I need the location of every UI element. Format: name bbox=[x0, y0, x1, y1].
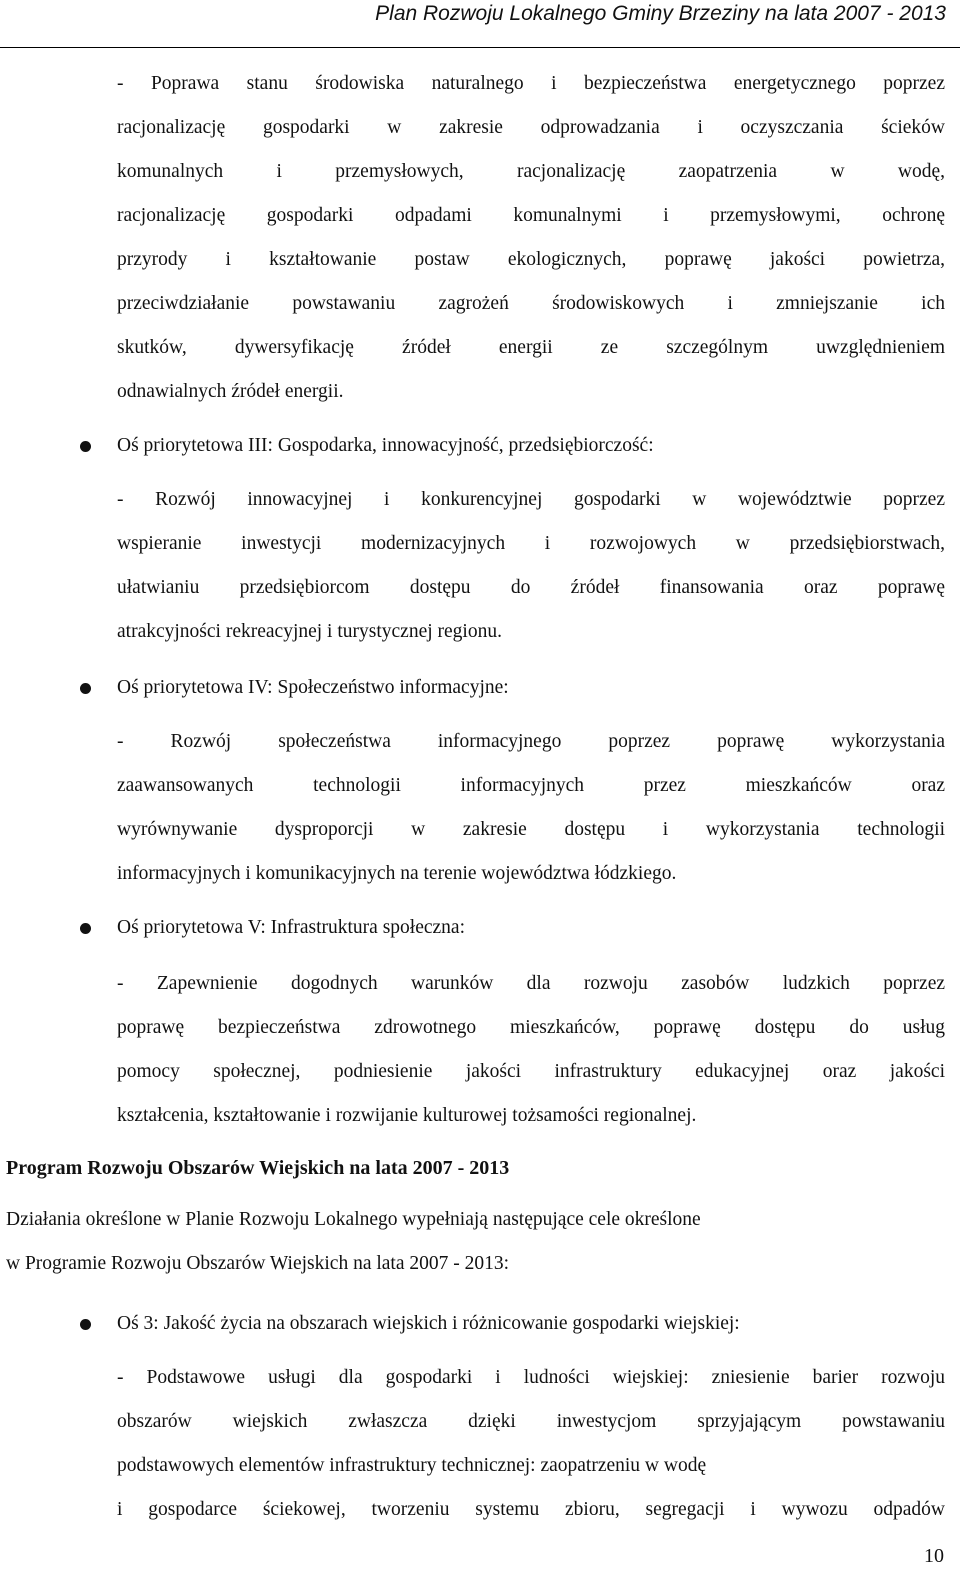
intro-line: w Programie Rozwoju Obszarów Wiejskich na lata 2007 - 2013: bbox=[6, 1253, 510, 1274]
paragraph-line: - Poprawa stanu środowiska naturalnego i bezpieczeństwa energetycznego poprzez bbox=[117, 73, 945, 94]
paragraph-line: racjonalizację gospodarki odpadami komunalnymi i przemysłowymi, ochronę bbox=[117, 205, 945, 226]
bullet-icon bbox=[80, 1319, 91, 1330]
paragraph-line: kształcenia, kształtowanie i rozwijanie kulturowej tożsamości regionalnej. bbox=[117, 1105, 697, 1126]
paragraph-line: wspieranie inwestycji modernizacyjnych i rozwojowych w przedsiębiorstwach, bbox=[117, 533, 945, 554]
paragraph-line: - Rozwój społeczeństwa informacyjnego poprzez poprawę wykorzystania bbox=[117, 731, 945, 752]
paragraph-line: - Rozwój innowacyjnej i konkurencyjnej gospodarki w województwie poprzez bbox=[117, 489, 945, 510]
bullet-axis-5 bbox=[0, 906, 960, 950]
axis-4-paragraph bbox=[117, 720, 945, 896]
paragraph-line: podstawowych elementów infrastruktury technicznej: zaopatrzeniu w wodę bbox=[117, 1455, 707, 1476]
bullet-label: Oś priorytetowa III: Gospodarka, innowacyjność, przedsiębiorczość: bbox=[117, 435, 654, 456]
bullet-axis-3 bbox=[0, 424, 960, 468]
paragraph-line: atrakcyjności rekreacyjnej i turystycznej regionu. bbox=[117, 621, 502, 642]
bullet-icon bbox=[80, 683, 91, 694]
paragraph-line: przyrody i kształtowanie postaw ekologicznych, poprawę jakości powietrza, bbox=[117, 249, 945, 270]
paragraph-line: wyrównywanie dysproporcji w zakresie dostępu i wykorzystania technologii bbox=[117, 819, 945, 840]
paragraph-line: pomocy społecznej, podniesienie jakości infrastruktury edukacyjnej oraz jakości bbox=[117, 1061, 945, 1082]
paragraph-line: i gospodarce ściekowej, tworzeniu systemu zbioru, segregacji i wywozu odpadów bbox=[117, 1499, 945, 1520]
bullet-axis-4 bbox=[0, 666, 960, 710]
paragraph-line: informacyjnych i komunikacyjnych na terenie województwa łódzkiego. bbox=[117, 863, 677, 884]
paragraph-line: odnawialnych źródeł energii. bbox=[117, 381, 344, 402]
bullet-prow-axis-3 bbox=[0, 1302, 960, 1346]
prow-axis-3-paragraph bbox=[117, 1356, 945, 1532]
paragraph-line: ułatwianiu przedsiębiorcom dostępu do źródeł finansowania oraz poprawę bbox=[117, 577, 945, 598]
page-header: Plan Rozwoju Lokalnego Gminy Brzeziny na lata 2007 - 2013 bbox=[0, 0, 960, 48]
environment-paragraph bbox=[117, 62, 945, 414]
bullet-label: Oś 3: Jakość życia na obszarach wiejskich i różnicowanie gospodarki wiejskiej: bbox=[117, 1313, 740, 1334]
paragraph-line: poprawę bezpieczeństwa zdrowotnego mieszkańców, poprawę dostępu do usług bbox=[117, 1017, 945, 1038]
page-number: 10 bbox=[924, 1545, 944, 1567]
axis-5-paragraph bbox=[117, 962, 945, 1138]
axis-3-paragraph bbox=[117, 478, 945, 654]
bullet-icon bbox=[80, 441, 91, 452]
paragraph-line: obszarów wiejskich zwłaszcza dzięki inwestycjom sprzyjającym powstawaniu bbox=[117, 1411, 945, 1432]
section-heading: Program Rozwoju Obszarów Wiejskich na lata 2007 - 2013 bbox=[6, 1157, 510, 1179]
paragraph-line: - Zapewnienie dogodnych warunków dla rozwoju zasobów ludzkich poprzez bbox=[117, 973, 945, 994]
paragraph-line: racjonalizację gospodarki w zakresie odprowadzania i oczyszczania ścieków bbox=[117, 117, 945, 138]
bullet-label: Oś priorytetowa V: Infrastruktura społeczna: bbox=[117, 917, 466, 938]
paragraph-line: komunalnych i przemysłowych, racjonalizację zaopatrzenia w wodę, bbox=[117, 161, 945, 182]
intro-line: Działania określone w Planie Rozwoju Lokalnego wypełniają następujące cele określone bbox=[6, 1209, 701, 1230]
paragraph-line: zaawansowanych technologii informacyjnych przez mieszkańców oraz bbox=[117, 775, 945, 796]
bullet-icon bbox=[80, 923, 91, 934]
paragraph-line: skutków, dywersyfikację źródeł energii ze szczególnym uwzględnieniem bbox=[117, 337, 945, 358]
paragraph-line: - Podstawowe usługi dla gospodarki i ludności wiejskiej: zniesienie barier rozwoju bbox=[117, 1367, 945, 1388]
paragraph-line: przeciwdziałanie powstawaniu zagrożeń środowiskowych i zmniejszanie ich bbox=[117, 293, 945, 314]
bullet-label: Oś priorytetowa IV: Społeczeństwo informacyjne: bbox=[117, 677, 509, 698]
